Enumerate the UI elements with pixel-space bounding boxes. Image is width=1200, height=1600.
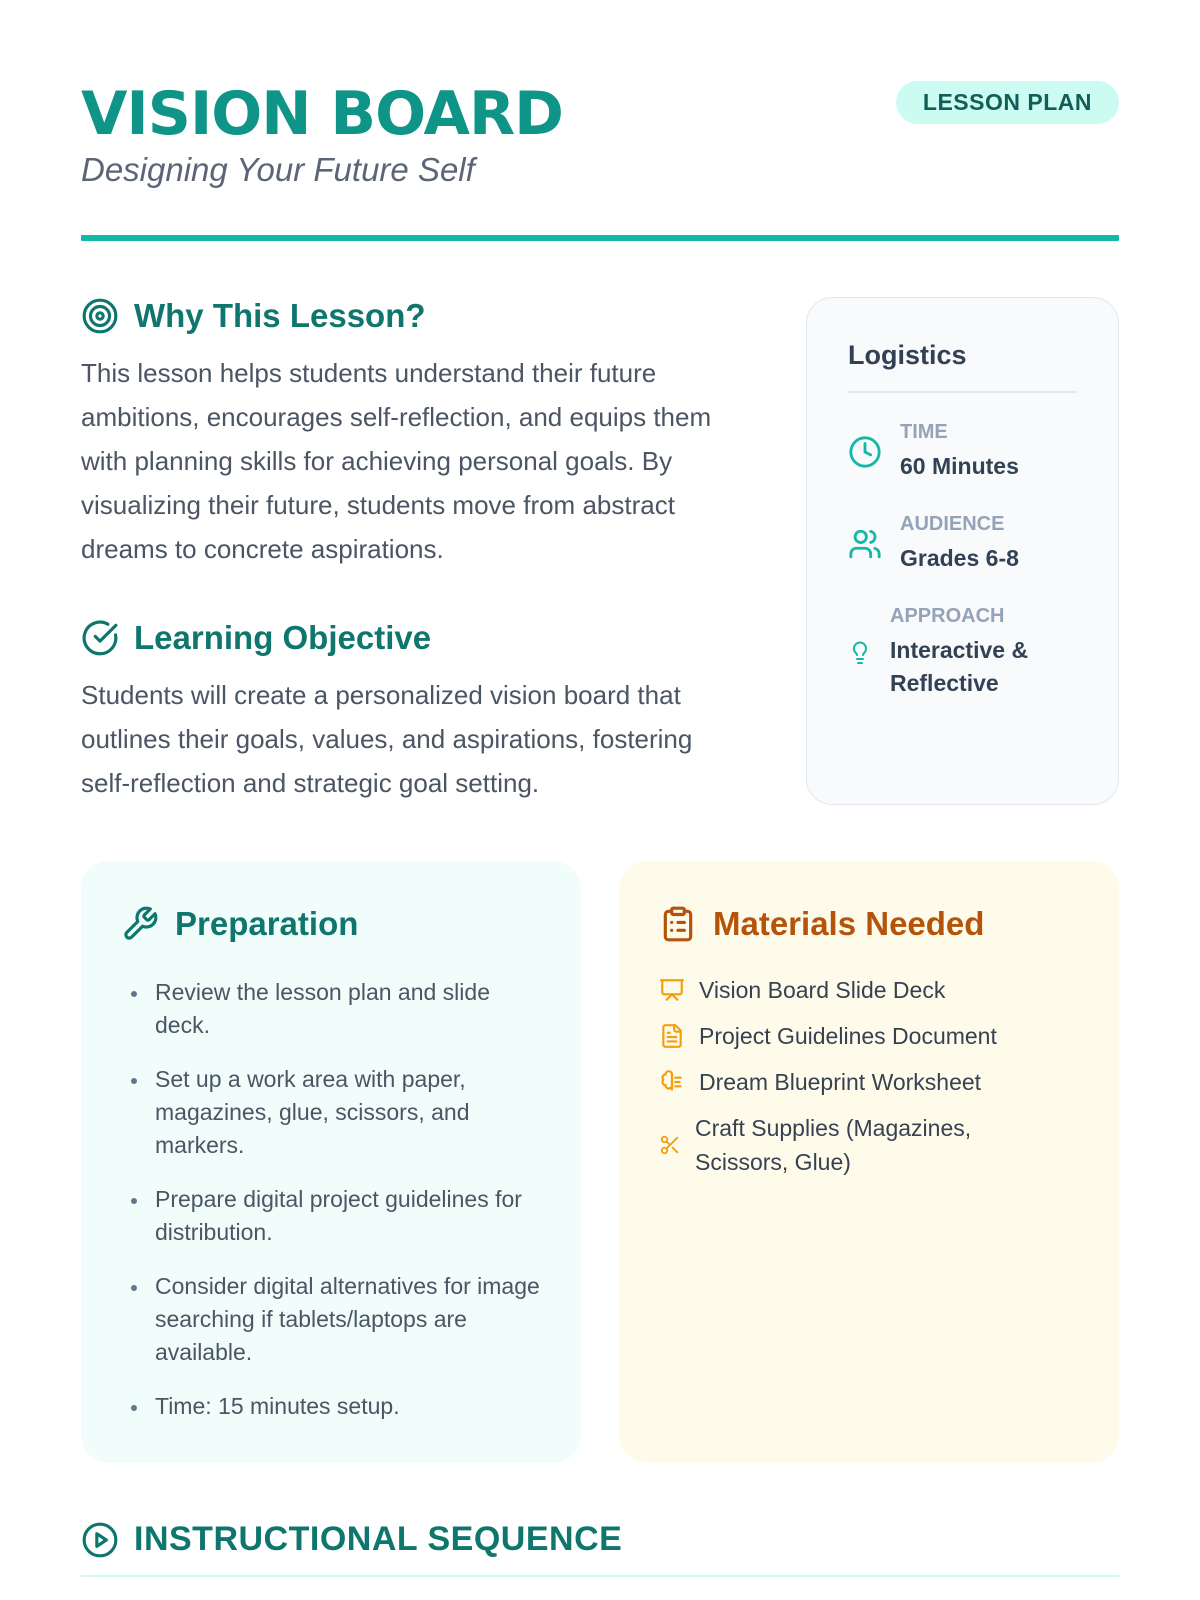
- clipboard-list-icon: [659, 905, 697, 943]
- objective-heading: [81, 619, 741, 657]
- list-item: Review the lesson plan and slide deck.: [131, 976, 541, 1042]
- intro-section: [81, 241, 1119, 861]
- why-heading-text: Why This Lesson?: [134, 297, 426, 334]
- logistics-value: Interactive & Reflective: [890, 637, 1029, 696]
- wrench-icon: [121, 905, 159, 943]
- brain-icon: [659, 1069, 685, 1095]
- target-icon: [81, 297, 119, 335]
- list-item: Prepare digital project guidelines for distribution.: [131, 1183, 541, 1249]
- material-label: Dream Blueprint Worksheet: [699, 1069, 982, 1095]
- logistics-title: Logistics: [848, 340, 1077, 393]
- material-label: Vision Board Slide Deck: [699, 977, 946, 1003]
- why-heading: [81, 297, 741, 335]
- logistics-card: [806, 297, 1119, 805]
- instructional-sequence-section: [81, 1520, 1119, 1577]
- materials-list: [659, 973, 1079, 1179]
- scissors-icon: [659, 1134, 681, 1156]
- logistics-value: 60 Minutes: [900, 453, 1019, 479]
- logistics-value: Grades 6-8: [900, 545, 1019, 571]
- why-paragraph: This lesson helps students understand their future ambitions, encourages self-reflection, and equips them with planning skills for achieving personal goals. By visualizing their future, students move from abstract dreams to concrete aspirations.: [81, 358, 712, 564]
- page-header: [81, 0, 1119, 241]
- preparation-list: [121, 976, 541, 1423]
- sequence-heading-text: INSTRUCTIONAL SEQUENCE: [134, 1520, 623, 1558]
- cards-row: [81, 861, 1119, 1461]
- material-label: Project Guidelines Document: [699, 1023, 997, 1049]
- logistics-item-approach: [848, 605, 1077, 700]
- list-item: Consider digital alternatives for image searching if tablets/laptops are available.: [131, 1270, 541, 1369]
- list-item: Set up a work area with paper, magazines, glue, scissors, and markers.: [131, 1063, 541, 1162]
- logistics-label: TIME: [900, 421, 948, 443]
- logistics-label: APPROACH: [890, 605, 1005, 627]
- page-title: VISION BOARD: [81, 79, 563, 149]
- objective-paragraph: Students will create a personalized vision board that outlines their goals, values, and aspirations, fostering self-reflection and strategic goal setting.: [81, 680, 693, 798]
- list-item: [659, 1111, 1079, 1179]
- lightbulb-icon: [848, 641, 872, 665]
- clock-icon: [848, 435, 882, 469]
- preparation-card: [81, 861, 581, 1463]
- materials-card: [619, 861, 1119, 1463]
- materials-heading-text: Materials Needed: [713, 905, 985, 942]
- preparation-heading: [121, 905, 541, 943]
- logistics-label: AUDIENCE: [900, 513, 1005, 535]
- material-label: Craft Supplies (Magazines, Scissors, Glue): [695, 1115, 972, 1175]
- lesson-plan-badge: LESSON PLAN: [896, 81, 1119, 124]
- play-circle-icon: [81, 1521, 119, 1559]
- materials-heading: [659, 905, 1079, 943]
- users-icon: [848, 527, 882, 561]
- list-item: [659, 1065, 1079, 1099]
- logistics-item-time: [848, 421, 1077, 483]
- preparation-heading-text: Preparation: [175, 905, 359, 942]
- intro-text-column: [81, 297, 741, 805]
- sequence-heading: [81, 1520, 1119, 1559]
- file-text-icon: [659, 1023, 685, 1049]
- objective-heading-text: Learning Objective: [134, 619, 432, 656]
- sequence-divider: [81, 1575, 1119, 1577]
- logistics-item-audience: [848, 513, 1077, 575]
- page-subtitle: Designing Your Future Self: [81, 151, 475, 188]
- list-item: Time: 15 minutes setup.: [131, 1390, 541, 1423]
- list-item: [659, 973, 1079, 1007]
- list-item: [659, 1019, 1079, 1053]
- check-circle-icon: [81, 619, 119, 657]
- presentation-icon: [659, 977, 685, 1003]
